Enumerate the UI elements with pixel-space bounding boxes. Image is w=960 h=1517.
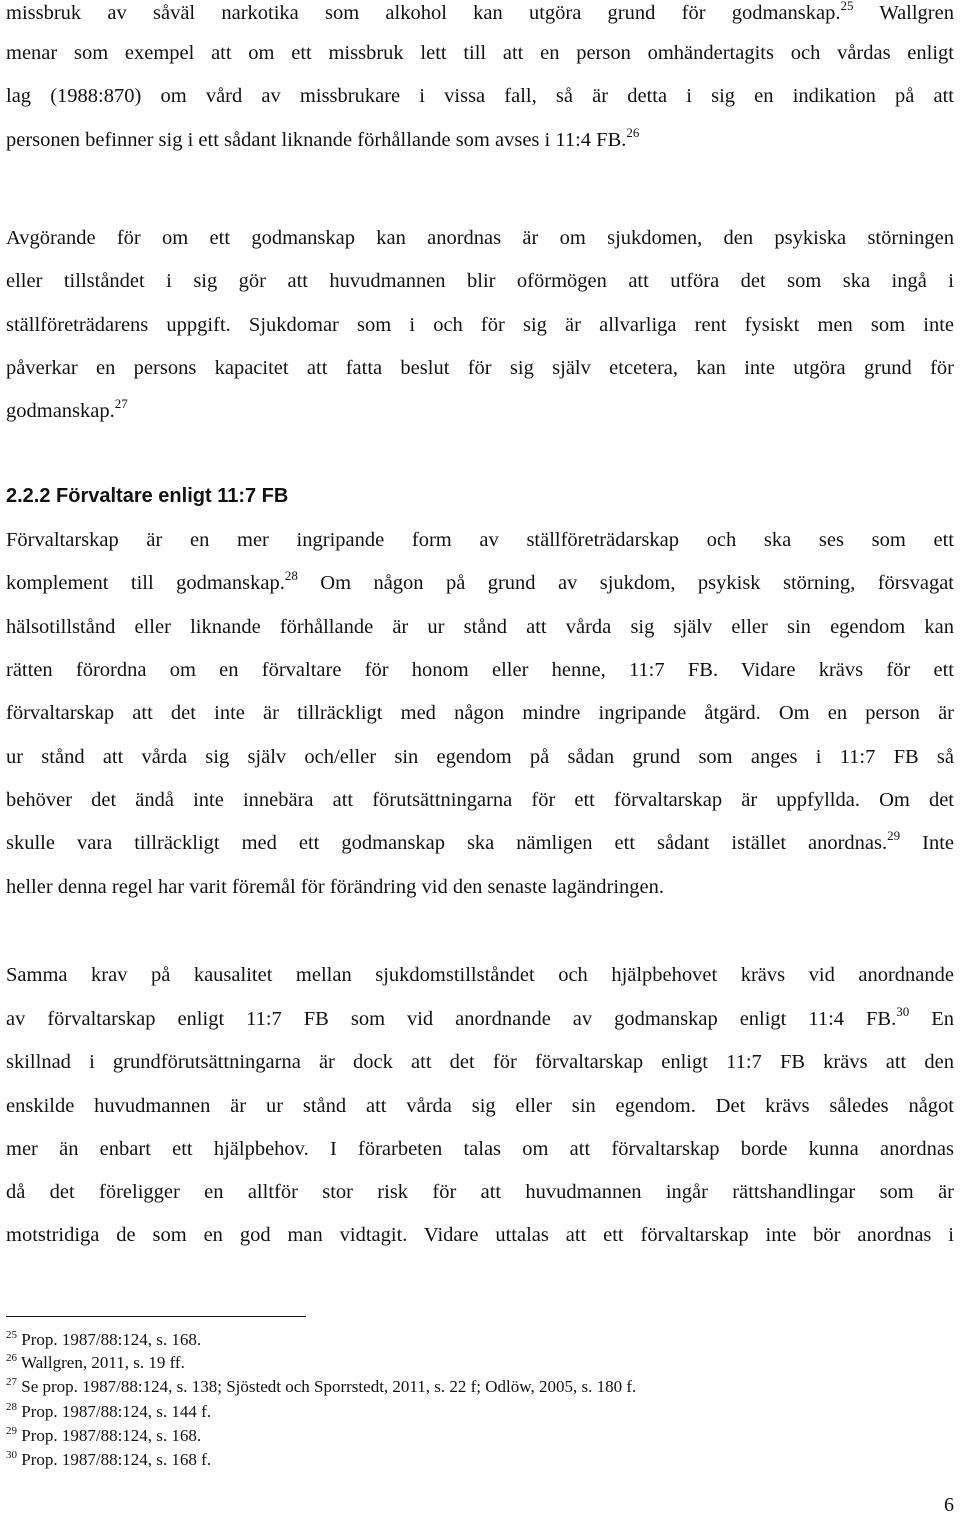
footnote-separator [6,1316,306,1317]
text-line: Samma krav på kausalitet mellan sjukdomstillståndet och hjälpbehovet krävs vid anordnande [6,964,954,986]
footnote-number: 29 [6,1425,17,1437]
text-line: motstridiga de som en god man vidtagit. Vidare uttalas att ett förvaltarskap inte bör anordnas i [6,1224,954,1246]
text-line: missbruk av såväl narkotika som alkohol kan utgöra grund för godmanskap.$^{25}$ Wallgren [6,0,954,24]
text-line: då det föreligger en alltför stor risk för att huvudmannen ingår rättshandlingar som är [6,1181,954,1203]
page-number: 6 [944,1494,954,1516]
text-line: Avgörande för om ett godmanskap kan anordnas är om sjukdomen, den psykiska störningen [6,227,954,249]
footnote-ref: 26 [626,125,640,140]
footnote-ref: 25 [840,0,854,13]
text-line: behöver det ändå inte innebära att förutsättningarna för ett förvaltarskap är uppfyllda. Om det [6,789,954,811]
footnote: $^{27}$ Se prop. 1987/88:124, s. 138; Sjöstedt och Sporrstedt, 2011, s. 22 f; Odlöw, 2005, s. 180 f. [6,1376,637,1396]
footnote-number: 27 [6,1376,17,1388]
footnote-number: 30 [6,1449,17,1461]
footnote: $^{25}$ Prop. 1987/88:124, s. 168. [6,1329,202,1349]
footnote: $^{30}$ Prop. 1987/88:124, s. 168 f. [6,1449,212,1469]
text-line: hälsotillstånd eller liknande förhållande är ur stånd att vårda sig själv eller sin egendom kan [6,616,954,638]
text-line: eller tillståndet i sig gör att huvudmannen blir oförmögen att utföra det som ska ingå i [6,270,954,292]
footnote-ref: 29 [887,828,901,843]
text-line: påverkar en persons kapacitet att fatta beslut för sig själv etcetera, kan inte utgöra grund för [6,357,954,379]
footnote-number: 28 [6,1401,17,1413]
text-line: komplement till godmanskap.$^{28}$ Om någon på grund av sjukdom, psykisk störning, försvagat [6,568,954,594]
text-line: Förvaltarskap är en mer ingripande form av ställföreträdarskap och ska ses som ett [6,529,954,551]
text-line: godmanskap.$^{27}$ [6,396,128,422]
text-line: enskilde huvudmannen är ur stånd att vårda sig eller sin egendom. Det krävs således något [6,1095,954,1117]
text-line: mer än enbart ett hjälpbehov. I förarbeten talas om att förvaltarskap borde kunna anordnas [6,1138,954,1160]
text-line: menar som exempel att om ett missbruk lett till att en person omhändertagits och vårdas enligt [6,42,954,64]
footnote-number: 26 [6,1352,17,1364]
text-line: personen befinner sig i ett sådant liknande förhållande som avses i 11:4 FB.$^{26}$ [6,125,640,151]
footnote-number: 25 [6,1329,17,1341]
footnote-ref: 27 [114,396,128,411]
text-line: skillnad i grundförutsättningarna är dock att det för förvaltarskap enligt 11:7 FB krävs att den [6,1051,954,1073]
text-line: förvaltarskap att det inte är tillräckligt med någon mindre ingripande åtgärd. Om en person är [6,702,954,724]
footnote: $^{29}$ Prop. 1987/88:124, s. 168. [6,1425,202,1445]
text-line: av förvaltarskap enligt 11:7 FB som vid anordnande av godmanskap enligt 11:4 FB.$^{30}$ En [6,1004,954,1030]
footnote: $^{28}$ Prop. 1987/88:124, s. 144 f. [6,1401,212,1421]
footnote-ref: 30 [896,1004,910,1019]
footnote: $^{26}$ Wallgren, 2011, s. 19 ff. [6,1352,185,1372]
text-line: lag (1988:870) om vård av missbrukare i vissa fall, så är detta i sig en indikation på att [6,85,954,107]
footnote-ref: 28 [284,568,298,583]
text-line: skulle vara tillräckligt med ett godmanskap ska nämligen ett sådant istället anordnas.$^{29}$ Inte [6,828,954,854]
text-line: heller denna regel har varit föremål för förändring vid den senaste lagändringen. [6,876,665,898]
section-heading: 2.2.2 Förvaltare enligt 11:7 FB [6,485,289,507]
text-line: ur stånd att vårda sig själv och/eller sin egendom på sådan grund som anges i 11:7 FB så [6,746,954,768]
text-line: ställföreträdarens uppgift. Sjukdomar som i och för sig är allvarliga rent fysiskt men som inte [6,314,954,336]
text-line: rätten förordna om en förvaltare för honom eller henne, 11:7 FB. Vidare krävs för ett [6,659,954,681]
